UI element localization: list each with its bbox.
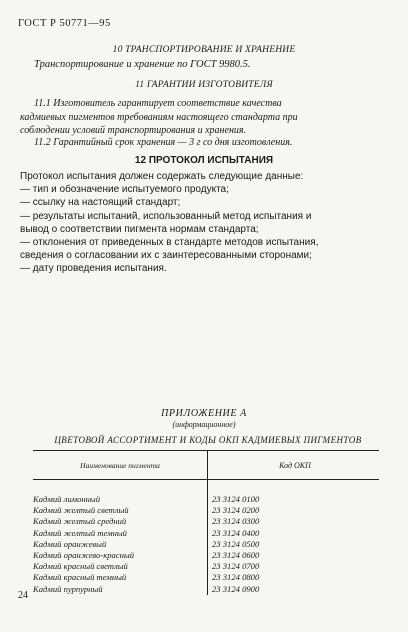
pigment-table (33, 450, 379, 595)
pigment-name: Кадмий лимонный (33, 494, 101, 505)
pigment-name: Кадмий желтый средний (33, 516, 127, 527)
list-item: Протокол испытания должен содержать следующие данные: (20, 171, 304, 182)
pigment-code: 23 3124 0900 (208, 584, 380, 595)
pigment-code: 23 3124 0200 (208, 505, 380, 516)
list-item: сведения о согласовании их с заинтересованными сторонами; (20, 250, 312, 262)
pigment-code: 23 3124 0800 (208, 572, 380, 583)
table-row (33, 584, 379, 595)
pigment-code: 23 3124 0400 (208, 528, 380, 539)
column-header-name: Наименование пигмента (33, 451, 208, 480)
pigment-name: Кадмий оранжево-красный (33, 550, 135, 561)
pigment-name: Кадмий красный светлый (33, 561, 128, 572)
table-row (33, 505, 379, 516)
pigment-name: Кадмий желтый светлый (33, 505, 129, 516)
table-row (33, 572, 379, 583)
section-10-heading: 10 ТРАНСПОРТИРОВАНИЕ И ХРАНЕНИЕ (112, 45, 296, 55)
pigment-code: 23 3124 0100 (208, 494, 380, 505)
pigment-name: Кадмий оранжевый (33, 538, 107, 549)
pigment-code: 23 3124 0300 (208, 516, 380, 527)
protocol-requirements-list (20, 170, 392, 276)
section-12-heading: 12 ПРОТОКОЛ ИСПЫТАНИЯ (134, 155, 274, 166)
section-10-text: Транспортирование и хранение по ГОСТ 9980.5. (34, 59, 251, 70)
pigment-name: Кадмий желтый темный (33, 527, 127, 538)
appendix-subtitle: (информационное) (172, 420, 236, 429)
list-item: — тип и обозначение испытуемого продукта; (20, 184, 229, 196)
pigment-name: Кадмий пурпурный (33, 583, 103, 594)
section-11-paragraph-1: 11.1 Изготовитель гарантирует соответствие качества кадмиевых пигментов требованиям настоящего стандарта при соблюдении условий транспортирования и хранения. (20, 98, 298, 136)
appendix-title: ПРИЛОЖЕНИЕ А (161, 408, 247, 419)
pigment-code: 23 3124 0500 (208, 539, 380, 550)
list-item: — ссылку на настоящий стандарт; (20, 197, 181, 209)
pigment-code: 23 3124 0600 (208, 550, 380, 561)
table-row (33, 539, 379, 550)
list-item: вывод о соответствии пигмента нормам стандарта; (20, 223, 259, 235)
table-title: ЦВЕТОВОЙ АССОРТИМЕНТ И КОДЫ ОКП КАДМИЕВЫХ ПИГМЕНТОВ (54, 435, 362, 445)
table-row (33, 550, 379, 561)
list-item: — отклонения от приведенных в стандарте методов испытания, (20, 237, 319, 249)
list-item: — результаты испытаний, использованный метод испытания и (20, 210, 312, 222)
standard-header: ГОСТ Р 50771—95 (18, 18, 111, 29)
pigment-name: Кадмий красный темный (33, 572, 127, 583)
table-row (33, 516, 379, 527)
list-item: — дату проведения испытания. (20, 263, 167, 275)
column-header-code: Код ОКП (208, 451, 380, 480)
pigment-code: 23 3124 0700 (208, 561, 380, 572)
page-number: 24 (18, 590, 28, 601)
section-11-heading: 11 ГАРАНТИИ ИЗГОТОВИТЕЛЯ (135, 80, 273, 90)
table-row (33, 528, 379, 539)
table-row (33, 561, 379, 572)
table-row (33, 494, 379, 505)
section-11-paragraph-2: 11.2 Гарантийный срок хранения — 3 г со дня изготовления. (34, 137, 293, 148)
